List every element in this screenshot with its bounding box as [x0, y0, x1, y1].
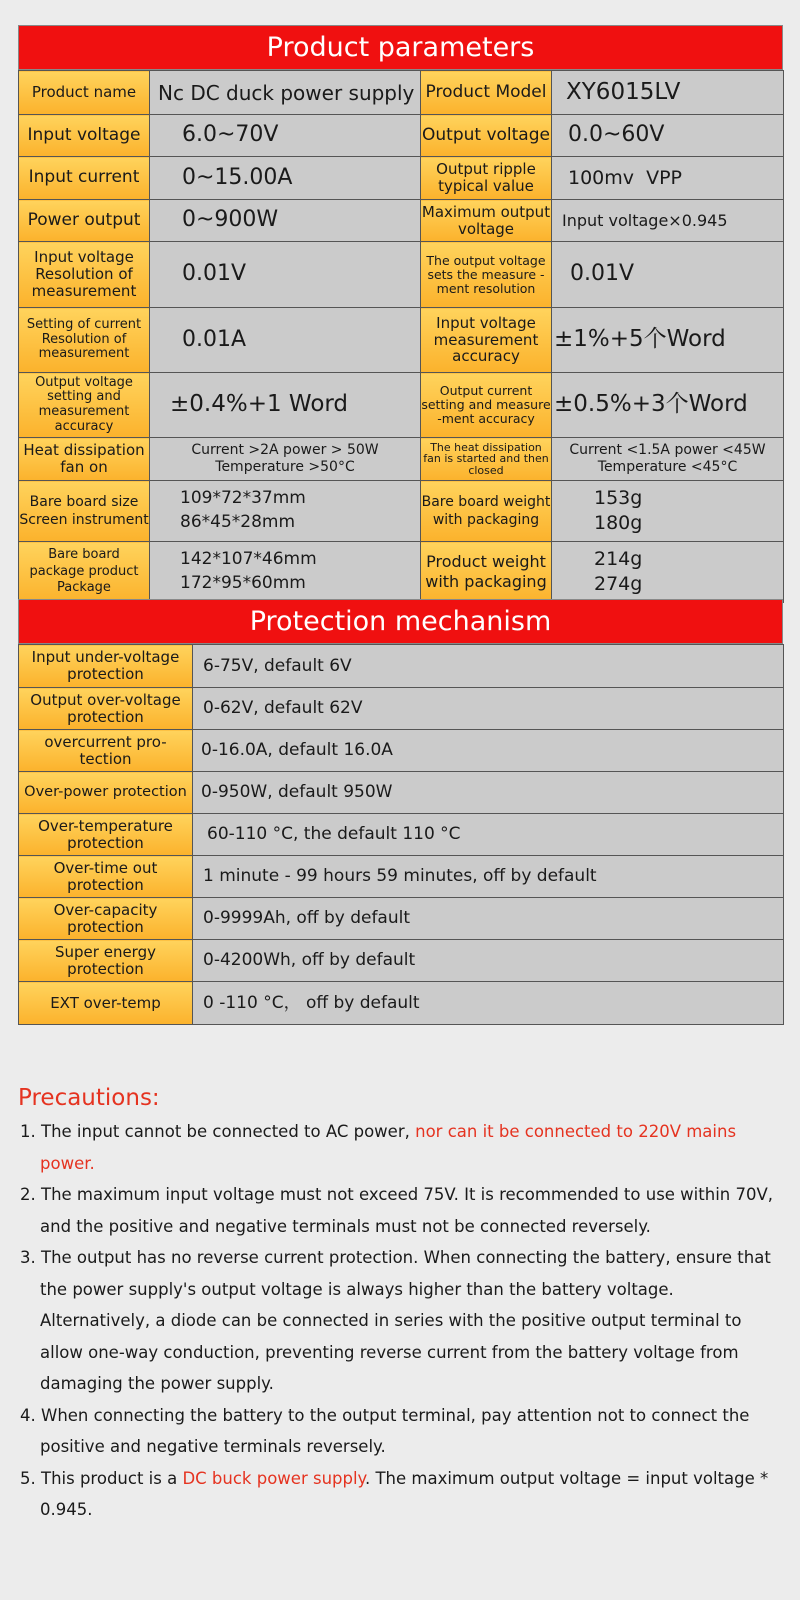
param-label: Bare board weight with packaging: [421, 481, 552, 542]
param-label: Product Model: [421, 71, 552, 115]
table-row: [19, 982, 784, 1025]
list-item: [18, 1179, 783, 1242]
param-value: [150, 481, 421, 542]
item-number: 4.: [20, 1405, 36, 1425]
item-text: This product is a: [41, 1468, 183, 1488]
param-value-line: 153g: [594, 487, 643, 510]
protection-mechanism-section: [18, 599, 783, 1025]
protection-label: Over-temperature protection: [19, 814, 193, 856]
item-highlight: DC buck power supply: [182, 1468, 365, 1488]
table-row: [19, 645, 784, 688]
param-label: Heat dissipation fan on: [19, 438, 150, 481]
table-row: [19, 200, 784, 242]
param-value: Current >2A power > 50W Temperature >50°C: [150, 438, 421, 481]
table-row: [19, 242, 784, 308]
param-value-line: 109*72*37mm: [180, 488, 306, 509]
param-value-line: 274g: [594, 573, 643, 595]
param-label: Input current: [19, 157, 150, 200]
param-value: XY6015LV: [552, 71, 784, 115]
item-highlight: nor can it be connected to 220V mains power.: [40, 1122, 737, 1173]
protection-label: overcurrent pro-tection: [19, 730, 193, 772]
param-value: Nc DC duck power supply: [150, 71, 421, 115]
precautions-title: Precautions:: [18, 1085, 160, 1111]
protection-value: 0-4200Wh, off by default: [193, 940, 784, 982]
param-value: Current <1.5A power <45W Temperature <45°C: [552, 438, 784, 481]
param-value: [150, 542, 421, 603]
table-row: [19, 308, 784, 373]
table-row: [19, 688, 784, 730]
protection-mechanism-title: Protection mechanism: [18, 599, 783, 644]
param-label: Bare board package product Package: [19, 542, 150, 603]
param-label: Output current setting and measure -ment accuracy: [421, 373, 552, 438]
table-row: [19, 856, 784, 898]
table-row: [19, 115, 784, 157]
param-label: Bare board size Screen instrument: [19, 481, 150, 542]
protection-value: 1 minute - 99 hours 59 minutes, off by default: [193, 856, 784, 898]
param-label: Product name: [19, 71, 150, 115]
param-value: [552, 542, 784, 603]
list-item: [18, 1463, 783, 1526]
item-number: 1.: [20, 1122, 36, 1141]
protection-label: Super energy protection: [19, 940, 193, 982]
param-label: Input voltage: [19, 115, 150, 157]
protection-value: 0-950W, default 950W: [193, 772, 784, 814]
param-value: ±1%+5个Word: [552, 308, 784, 373]
protection-label: Over-capacity protection: [19, 898, 193, 940]
table-row: [19, 814, 784, 856]
protection-value: 0 -110 °C， off by default: [193, 982, 784, 1025]
table-row: [19, 542, 784, 603]
table-row: [19, 730, 784, 772]
param-value: Input voltage×0.945: [552, 200, 784, 242]
item-text: The maximum input voltage must not exceed 75V. It is recommended to use within 70V, and the positive and negative terminals must not be connected reversely.: [40, 1185, 774, 1236]
protection-value: 6-75V, default 6V: [193, 645, 784, 688]
param-value-line: 180g: [594, 512, 643, 534]
protection-value: 0-9999Ah, off by default: [193, 898, 784, 940]
table-row: [19, 898, 784, 940]
param-value: 0~900W: [150, 200, 421, 242]
list-item: [18, 1242, 783, 1400]
precautions-list: [18, 1116, 783, 1526]
param-label: Output ripple typical value: [421, 157, 552, 200]
table-row: [19, 157, 784, 200]
list-item: [18, 1400, 783, 1463]
param-value: 0.0~60V: [552, 115, 784, 157]
param-value-line: 214g: [594, 548, 643, 571]
protection-label: Output over-voltage protection: [19, 688, 193, 730]
product-parameters-section: [18, 25, 783, 603]
protection-label: Over-time out protection: [19, 856, 193, 898]
table-row: [19, 438, 784, 481]
product-parameters-title: Product parameters: [18, 25, 783, 70]
item-text: The input cannot be connected to AC power,: [41, 1122, 416, 1141]
param-label: Power output: [19, 200, 150, 242]
protection-value: 60-110 °C, the default 110 °C: [193, 814, 784, 856]
param-label: Output voltage setting and measurement accuracy: [19, 373, 150, 438]
item-number: 5.: [20, 1468, 36, 1488]
param-label: Product weight with packaging: [421, 542, 552, 603]
param-value: 0.01V: [150, 242, 421, 308]
param-value-line: 172*95*60mm: [180, 573, 306, 593]
param-label: Output voltage: [421, 115, 552, 157]
param-label: Maximum output voltage: [421, 200, 552, 242]
table-row: [19, 71, 784, 115]
param-value-line: 142*107*46mm: [180, 549, 317, 570]
table-row: [19, 481, 784, 542]
param-label: Setting of current Resolution of measurement: [19, 308, 150, 373]
table-row: [19, 373, 784, 438]
param-value: [552, 481, 784, 542]
param-value-line: 86*45*28mm: [180, 512, 296, 532]
item-number: 2.: [20, 1185, 36, 1204]
protection-label: Over-power protection: [19, 772, 193, 814]
param-label: Input voltage Resolution of measurement: [19, 242, 150, 308]
item-text: The output has no reverse current protection. When connecting the battery, ensure that the power supply's output voltage is always higher than the battery voltage. Alternatively, a diode can be connected in series with the positive output terminal to allow one-way conduction, preventing reverse current from the battery voltage from damaging the power supply.: [40, 1248, 771, 1393]
product-parameters-table: [18, 70, 784, 603]
param-value: 6.0~70V: [150, 115, 421, 157]
param-value: 0~15.00A: [150, 157, 421, 200]
item-text: When connecting the battery to the output terminal, pay attention not to connect the positive and negative terminals reversely.: [40, 1405, 750, 1456]
param-value: ±0.4%+1 Word: [150, 373, 421, 438]
protection-value: 0-16.0A, default 16.0A: [193, 730, 784, 772]
param-value: ±0.5%+3个Word: [552, 373, 784, 438]
table-row: [19, 940, 784, 982]
param-label: The output voltage sets the measure -ment resolution: [421, 242, 552, 308]
param-value: 0.01V: [552, 242, 784, 308]
param-label: The heat dissipation fan is started and then closed: [421, 438, 552, 481]
item-text: . The maximum output voltage = input voltage * 0.945.: [40, 1468, 769, 1519]
param-value: 100mv VPP: [552, 157, 784, 200]
protection-table: [18, 644, 784, 1025]
list-item: [18, 1116, 783, 1179]
protection-value: 0-62V, default 62V: [193, 688, 784, 730]
protection-label: Input under-voltage protection: [19, 645, 193, 688]
table-row: [19, 772, 784, 814]
precautions-section: [18, 1080, 783, 1526]
param-value: 0.01A: [150, 308, 421, 373]
item-number: 3.: [20, 1248, 36, 1267]
protection-label: EXT over-temp: [19, 982, 193, 1025]
param-label: Input voltage measurement accuracy: [421, 308, 552, 373]
